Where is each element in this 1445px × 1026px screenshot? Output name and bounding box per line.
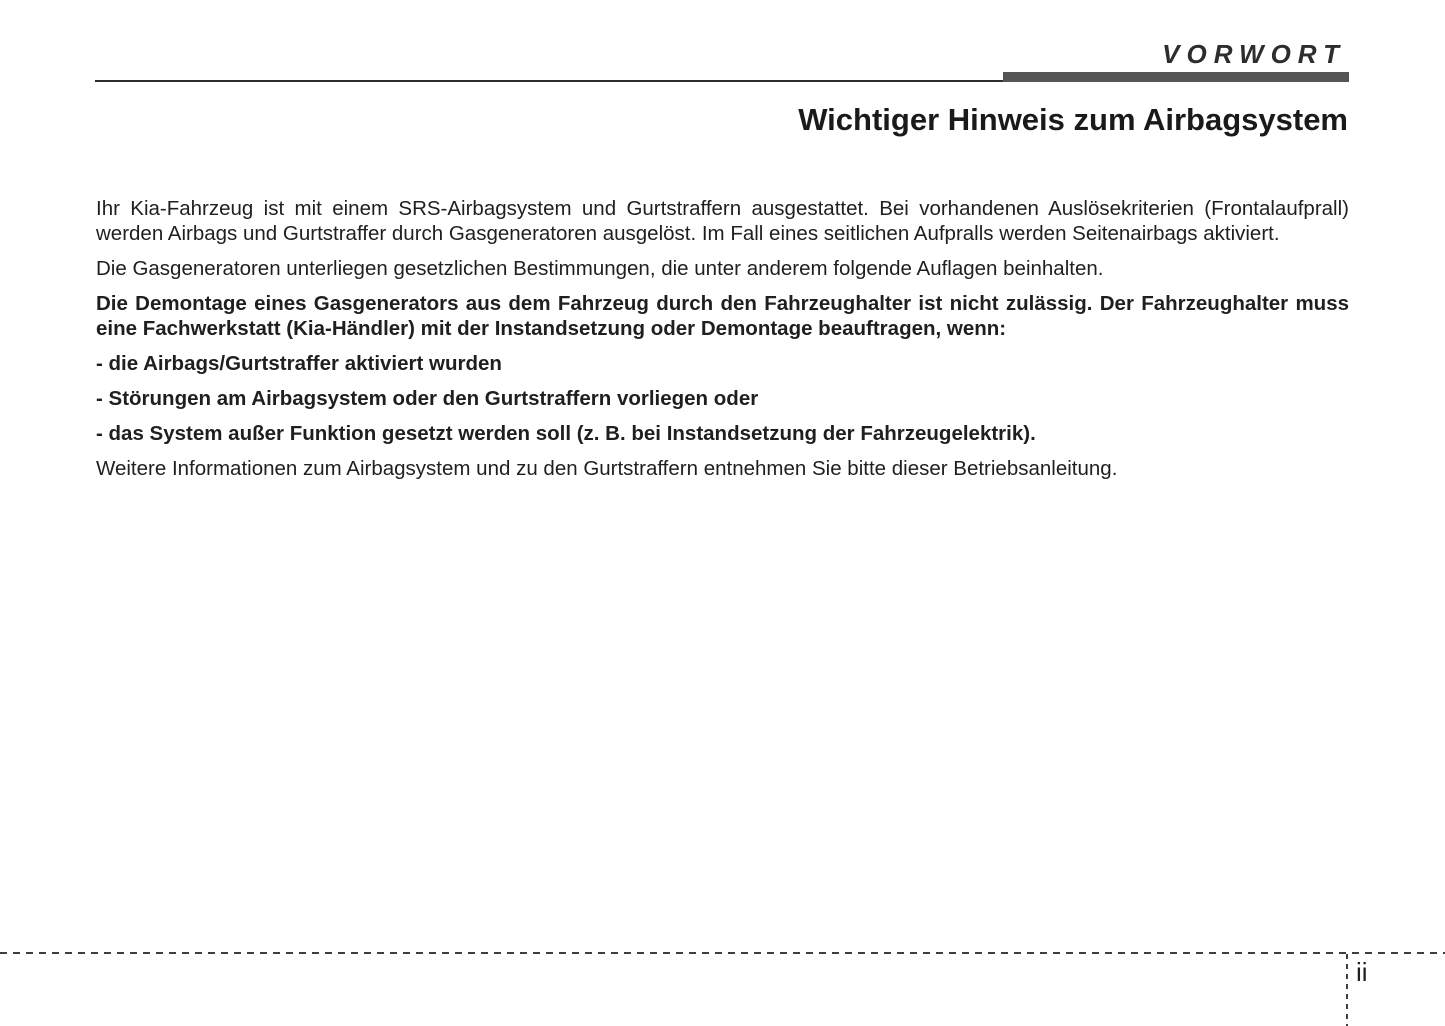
bullet-system-deactivation: - das System außer Funktion gesetzt werden soll (z. B. bei Instandsetzung der Fahrzeugelektrik). [96, 422, 1036, 445]
page-number: ii [1356, 957, 1368, 987]
bullet-system-malfunction: - Störungen am Airbagsystem oder den Gurtstraffern vorliegen oder [96, 387, 759, 410]
bullet-airbags-activated: - die Airbags/Gurtstraffer aktiviert wurden [96, 352, 502, 375]
footer-dashed-rule [0, 952, 1445, 954]
header-chapter-label: VORWORT [1162, 39, 1346, 69]
page-title: Wichtiger Hinweis zum Airbagsystem [798, 102, 1348, 137]
paragraph-more-info: Weitere Informationen zum Airbagsystem und zu den Gurtstraffern entnehmen Sie bitte dieser Betriebsanleitung. [96, 457, 1118, 480]
paragraph-intro: Ihr Kia-Fahrzeug ist mit einem SRS-Airbagsystem und Gurtstraffern ausgestattet. Bei vorhandenen Auslösekriterien (Frontalaufprall) werden Airbags und Gurtstraffer durch Gasgeneratoren ausgelöst. Im Fall eines seitlichen Aufpralls werden Seitenairbags aktiviert. [96, 197, 1349, 245]
header-rule [95, 80, 1349, 82]
header-accent-bar [1003, 72, 1349, 82]
paragraph-demontage-warning: Die Demontage eines Gasgenerators aus dem Fahrzeug durch den Fahrzeughalter ist nicht zulässig. Der Fahrzeughalter muss eine Fachwerkstatt (Kia-Händler) mit der Instandsetzung oder Demontage beauftragen, wenn: [96, 292, 1349, 340]
footer-vertical-dashed-rule [1346, 954, 1348, 1026]
content-area [96, 196, 1349, 491]
paragraph-regulations: Die Gasgeneratoren unterliegen gesetzlichen Bestimmungen, die unter anderem folgende Auflagen beinhalten. [96, 257, 1104, 280]
